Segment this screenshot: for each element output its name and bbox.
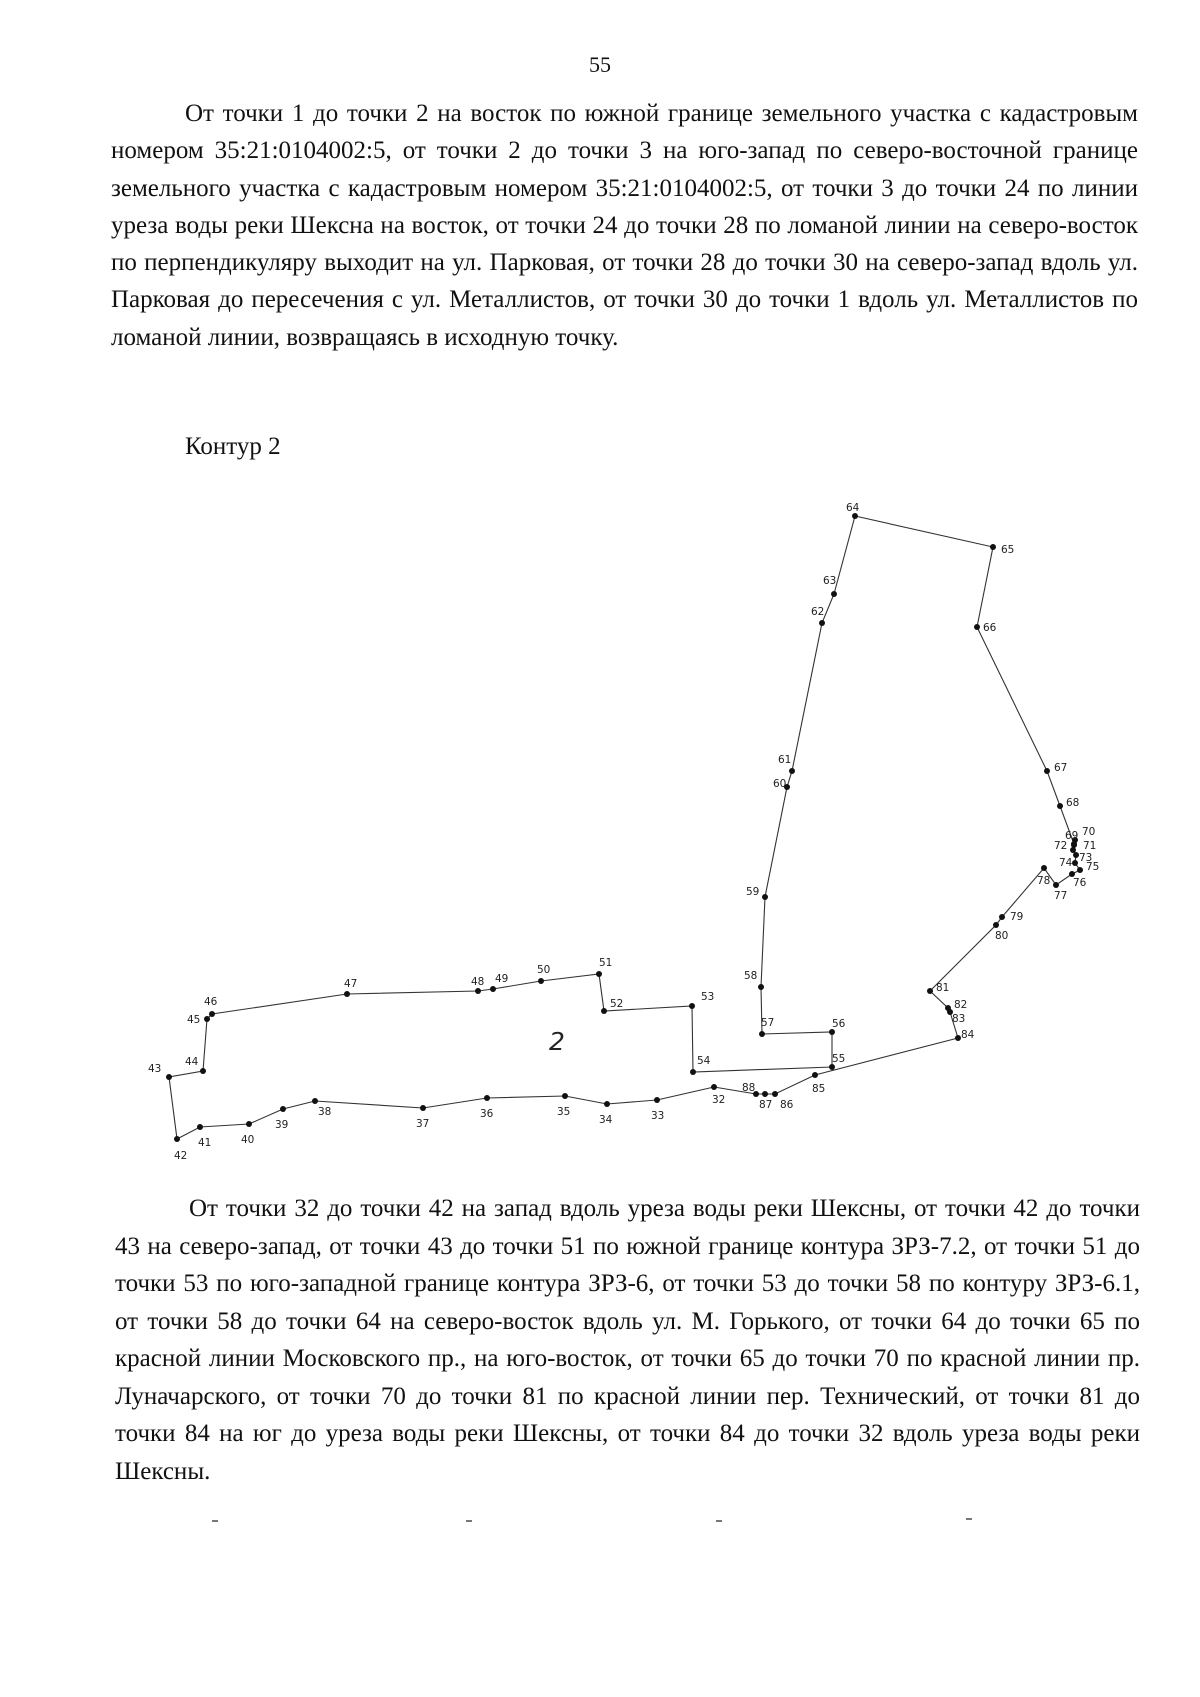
point-label-44: 44: [185, 1056, 199, 1068]
point-label-77: 77: [1054, 890, 1068, 902]
boundary-point-59: [762, 894, 768, 900]
boundary-point-49: [490, 986, 496, 992]
point-label-38: 38: [318, 1106, 332, 1118]
point-label-86: 86: [780, 1099, 794, 1111]
scan-mark: [966, 1518, 972, 1520]
boundary-point-58: [758, 984, 764, 990]
boundary-point-65: [990, 544, 996, 550]
boundary-point-52: [601, 1008, 607, 1014]
point-label-42: 42: [174, 1150, 188, 1162]
boundary-point-63: [831, 591, 837, 597]
boundary-point-61: [789, 768, 795, 774]
point-label-32: 32: [712, 1094, 726, 1106]
point-label-74: 74: [1059, 857, 1073, 869]
point-label-88: 88: [742, 1082, 756, 1094]
boundary-point-57: [759, 1031, 765, 1037]
boundary-point-72: [1070, 847, 1076, 853]
point-label-50: 50: [537, 964, 551, 976]
point-label-71: 71: [1083, 840, 1097, 852]
point-label-87: 87: [759, 1099, 773, 1111]
boundary-point-46: [209, 1011, 215, 1017]
boundary-point-32: [711, 1084, 717, 1090]
boundary-point-53: [689, 1003, 695, 1009]
point-label-55: 55: [832, 1053, 846, 1065]
point-label-72: 72: [1054, 840, 1068, 852]
boundary-point-36: [484, 1095, 490, 1101]
point-label-54: 54: [697, 1055, 711, 1067]
boundary-lines: [169, 516, 1080, 1139]
point-label-81: 81: [936, 982, 950, 994]
point-label-79: 79: [1010, 911, 1024, 923]
point-label-59: 59: [746, 886, 760, 898]
point-label-35: 35: [557, 1106, 571, 1118]
point-label-40: 40: [241, 1134, 255, 1146]
contour-heading: Контур 2: [185, 433, 281, 460]
point-label-48: 48: [471, 976, 485, 988]
point-label-33: 33: [651, 1110, 665, 1122]
point-label-82: 82: [954, 999, 968, 1011]
boundary-point-85: [812, 1072, 818, 1078]
point-label-34: 34: [599, 1114, 613, 1126]
point-label-36: 36: [480, 1108, 494, 1120]
area-label: 2: [549, 1027, 565, 1056]
boundary-point-87: [762, 1091, 768, 1097]
boundary-point-68: [1057, 803, 1063, 809]
point-label-68: 68: [1066, 797, 1080, 809]
point-label-76: 76: [1073, 877, 1087, 889]
point-label-75: 75: [1086, 861, 1100, 873]
point-label-80: 80: [995, 930, 1009, 942]
boundary-point-47: [344, 991, 350, 997]
boundary-point-51: [596, 971, 602, 977]
scan-mark: [716, 1520, 722, 1522]
point-label-49: 49: [495, 973, 509, 985]
boundary-point-71: [1071, 842, 1077, 848]
point-label-73: 73: [1079, 852, 1093, 864]
point-label-46: 46: [204, 996, 218, 1008]
point-label-70: 70: [1082, 826, 1096, 838]
point-label-47: 47: [344, 978, 358, 990]
paragraph-contour-2-description: От точки 32 до точки 42 на запад вдоль уреза воды реки Шексны, от точки 42 до точки 43 на северо-запад, от точки 43 до точки 51 по южной границе контура ЗРЗ-7.2, от точки 51 до точки 53 по юго-западной границе контура ЗРЗ-6, от точки 53 до точки 58 по контуру ЗРЗ-6.1, от точки 58 до точки 64 на северо-восток вдоль ул. М. Горького, от точки 64 до точки 65 по красной линии Московского пр., на юго-восток, от точки 65 до точки 70 по красной линии пр. Луначарского, от точки 70 до точки 81 по красной линии пер. Технический, от точки 81 до точки 84 на юг до уреза воды реки Шексны, от точки 84 до точки 32 вдоль уреза воды реки Шексны.: [115, 1195, 1140, 1485]
boundary-point-50: [538, 978, 544, 984]
boundary-point-75: [1077, 867, 1083, 873]
boundary-point-34: [604, 1101, 610, 1107]
point-label-43: 43: [148, 1063, 162, 1075]
boundary-point-39: [280, 1106, 286, 1112]
point-label-63: 63: [823, 575, 837, 587]
boundary-point-38: [312, 1098, 318, 1104]
point-label-61: 61: [778, 754, 792, 766]
boundary-point-40: [246, 1121, 252, 1127]
point-label-39: 39: [275, 1119, 289, 1131]
scan-mark: [466, 1520, 472, 1522]
point-label-69: 69: [1065, 830, 1079, 842]
point-label-45: 45: [187, 1014, 201, 1026]
boundary-point-45: [204, 1016, 210, 1022]
point-label-65: 65: [1001, 544, 1015, 556]
paragraph-contour-1-description: От точки 1 до точки 2 на восток по южной границе земельного участка с кадастровым номером 35:21:0104002:5, от точки 2 до точки 3 на юго-запад по северо-восточной границе земельного участка с кадастровым номером 35:21:0104002:5, от точки 3 до точки 24 по линии уреза воды реки Шексна на восток, от точки 24 до точки 28 по ломаной линии на северо-восток по перпендикуляру выходит на ул. Парковая, от точки 28 до точки 30 на северо-запад вдоль ул. Парковая до пересечения с ул. Металлистов, от точки 30 до точки 1 вдоль ул. Металлистов по ломаной линии, возвращаясь в исходную точку.: [111, 100, 1138, 351]
boundary-points: [166, 513, 1083, 1142]
boundary-point-66: [974, 624, 980, 630]
scan-mark: [212, 1520, 218, 1522]
boundary-point-43: [166, 1074, 172, 1080]
point-label-64: 64: [846, 502, 860, 514]
boundary-point-77: [1053, 882, 1059, 888]
page-number: 55: [589, 52, 611, 77]
boundary-point-74: [1072, 860, 1078, 866]
boundary-point-41: [197, 1124, 203, 1130]
point-label-83: 83: [952, 1013, 966, 1025]
point-label-62: 62: [811, 606, 825, 618]
point-label-41: 41: [198, 1137, 212, 1149]
boundary-point-80: [993, 922, 999, 928]
boundary-point-labels: [148, 502, 1099, 1162]
boundary-point-48: [475, 988, 481, 994]
boundary-point-79: [999, 914, 1005, 920]
boundary-point-54: [690, 1069, 696, 1075]
point-label-52: 52: [610, 998, 624, 1010]
boundary-point-44: [200, 1068, 206, 1074]
boundary-point-67: [1044, 768, 1050, 774]
boundary-point-42: [174, 1136, 180, 1142]
point-label-58: 58: [744, 970, 758, 982]
boundary-point-62: [819, 620, 825, 626]
point-label-67: 67: [1054, 762, 1068, 774]
point-label-56: 56: [832, 1018, 846, 1030]
point-label-53: 53: [701, 991, 715, 1003]
boundary-polyline: [169, 516, 1080, 1139]
point-label-51: 51: [599, 957, 613, 969]
boundary-point-78: [1041, 865, 1047, 871]
point-label-84: 84: [961, 1029, 975, 1041]
boundary-point-81: [927, 988, 933, 994]
point-label-37: 37: [416, 1118, 430, 1130]
boundary-point-37: [420, 1105, 426, 1111]
point-label-60: 60: [773, 778, 787, 790]
point-label-66: 66: [983, 622, 997, 634]
point-label-78: 78: [1037, 875, 1051, 887]
point-label-57: 57: [761, 1017, 775, 1029]
point-label-85: 85: [812, 1083, 826, 1095]
boundary-point-33: [654, 1097, 660, 1103]
boundary-point-35: [562, 1093, 568, 1099]
boundary-point-86: [772, 1091, 778, 1097]
